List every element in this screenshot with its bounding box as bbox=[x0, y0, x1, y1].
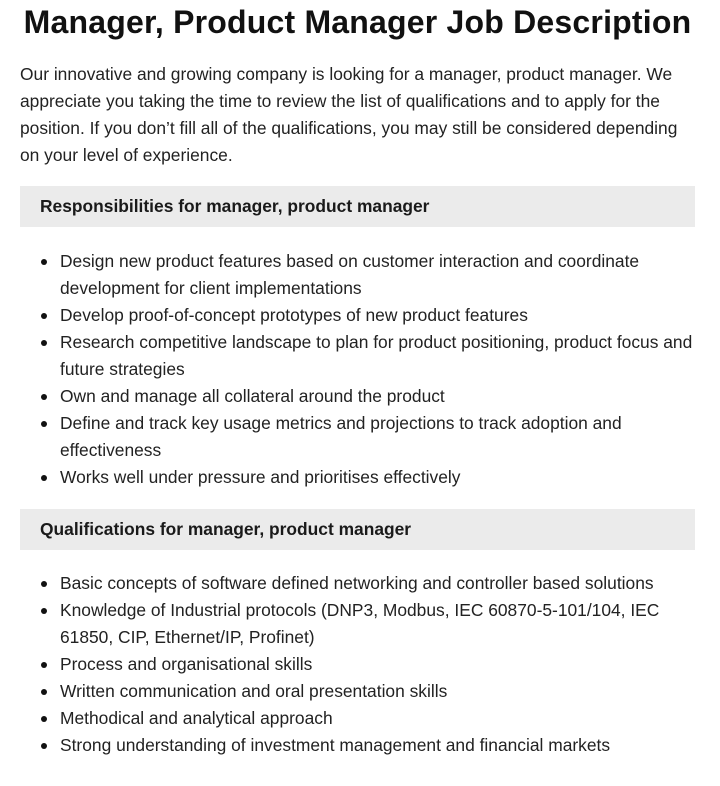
list-item-text: Knowledge of Industrial protocols (DNP3, Modbus, IEC 60870-5-101/104, IEC 61850, CIP, Ethernet/IP, Profinet) bbox=[60, 600, 660, 647]
intro-paragraph: Our innovative and growing company is looking for a manager, product manager. We appreciate you taking the time to review the list of qualifications and to apply for the position. If you don’t fill all of the qualifications, you may still be considered depending on your level of experience. bbox=[20, 64, 678, 165]
list-item bbox=[20, 732, 695, 759]
list-item-text: Design new product features based on customer interaction and coordinate development for client implementations bbox=[60, 251, 640, 298]
bullet-icon bbox=[41, 394, 47, 400]
list-item-text: Methodical and analytical approach bbox=[60, 708, 333, 728]
list-item bbox=[20, 570, 695, 597]
bullet-icon bbox=[41, 716, 47, 722]
responsibilities-heading: Responsibilities for manager, product manager bbox=[20, 186, 695, 227]
bullet-icon bbox=[41, 421, 47, 427]
bullet-icon bbox=[41, 689, 47, 695]
list-item-text: Develop proof-of-concept prototypes of new product features bbox=[60, 305, 528, 325]
list-item bbox=[20, 678, 695, 705]
list-item bbox=[20, 651, 695, 678]
list-item bbox=[20, 464, 695, 491]
list-item bbox=[20, 329, 695, 383]
list-item bbox=[20, 302, 695, 329]
bullet-icon bbox=[41, 581, 47, 587]
list-item-text: Strong understanding of investment management and financial markets bbox=[60, 735, 611, 755]
bullet-icon bbox=[41, 608, 47, 614]
qualifications-heading: Qualifications for manager, product manager bbox=[20, 509, 695, 550]
list-item-text: Process and organisational skills bbox=[60, 654, 313, 674]
bullet-icon bbox=[41, 743, 47, 749]
list-item-text: Own and manage all collateral around the product bbox=[60, 386, 445, 406]
list-item bbox=[20, 383, 695, 410]
list-item bbox=[20, 248, 695, 302]
page-title: Manager, Product Manager Job Description bbox=[23, 4, 692, 40]
qualifications-list bbox=[20, 570, 695, 759]
bullet-icon bbox=[41, 313, 47, 319]
bullet-icon bbox=[41, 475, 47, 481]
list-item bbox=[20, 705, 695, 732]
list-item-text: Define and track key usage metrics and projections to track adoption and effectiveness bbox=[60, 413, 622, 460]
list-item-text: Written communication and oral presentation skills bbox=[60, 681, 448, 701]
list-item-text: Research competitive landscape to plan for product positioning, product focus and future strategies bbox=[60, 332, 693, 379]
list-item bbox=[20, 597, 695, 651]
list-item-text: Works well under pressure and prioritises effectively bbox=[60, 467, 461, 487]
bullet-icon bbox=[41, 340, 47, 346]
responsibilities-list bbox=[20, 248, 695, 491]
bullet-icon bbox=[41, 259, 47, 265]
list-item bbox=[20, 410, 695, 464]
bullet-icon bbox=[41, 662, 47, 668]
list-item-text: Basic concepts of software defined networking and controller based solutions bbox=[60, 573, 654, 593]
